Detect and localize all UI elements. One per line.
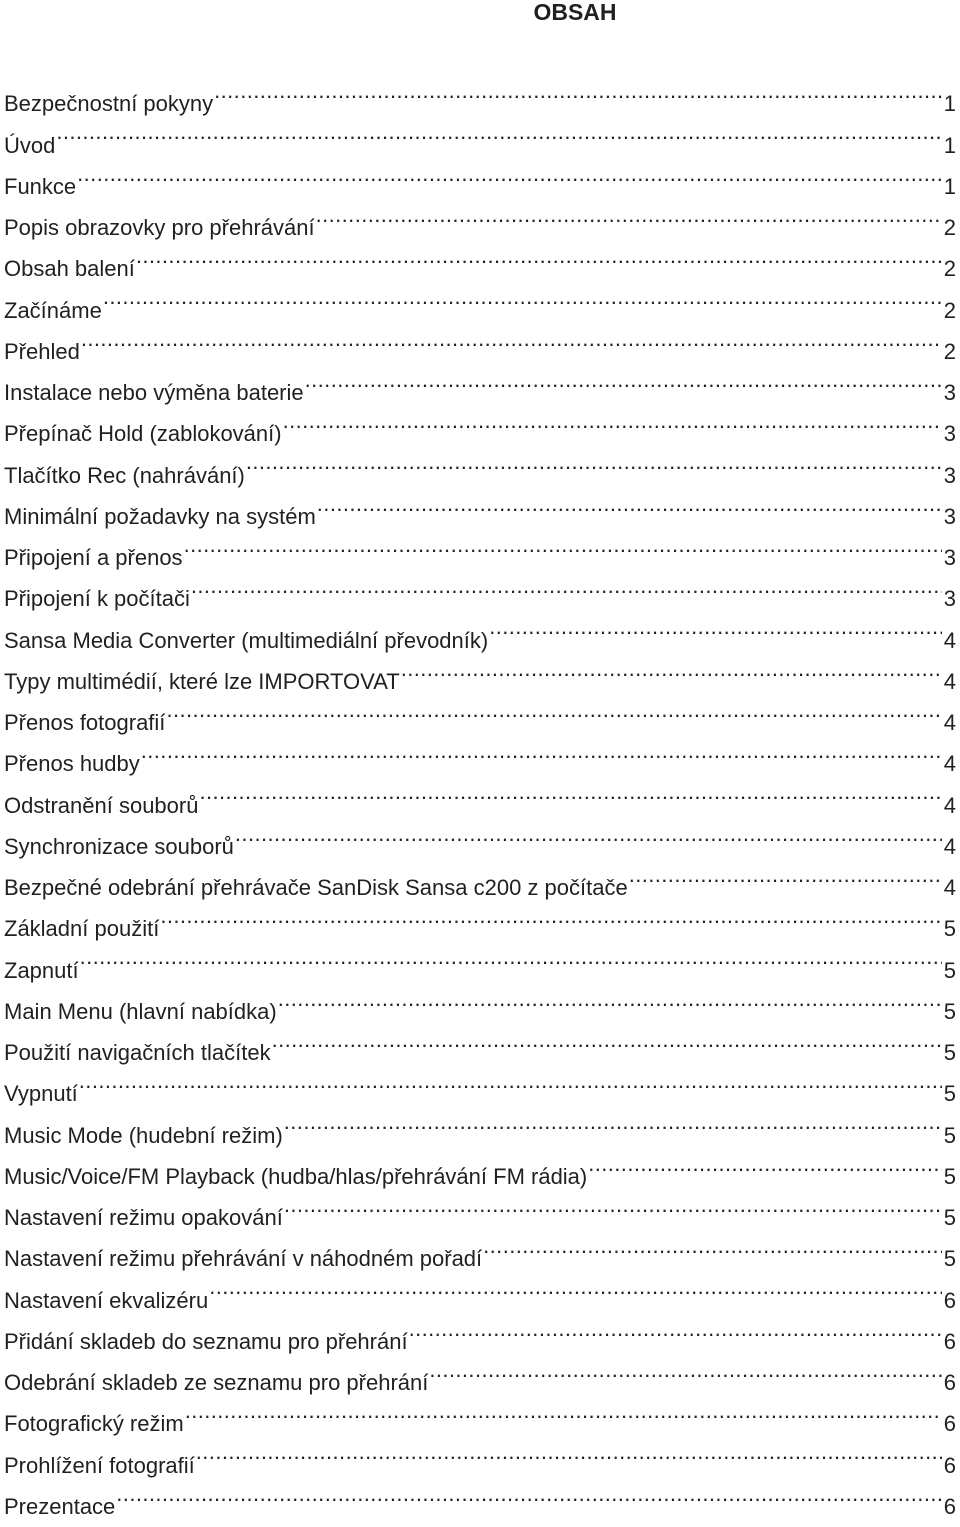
toc-entry-label: Popis obrazovky pro přehrávání bbox=[4, 215, 315, 240]
toc-entry-page-number: 4 bbox=[943, 792, 956, 818]
toc-entry-label: Funkce bbox=[4, 173, 77, 199]
toc-entry-page-number: 6 bbox=[943, 1328, 956, 1354]
toc-dot-leader bbox=[235, 813, 942, 854]
toc-dot-leader bbox=[103, 276, 942, 317]
toc-entry-label: Nastavení režimu opakování bbox=[4, 1205, 283, 1230]
toc-dot-leader bbox=[278, 978, 942, 1019]
toc-dot-leader bbox=[272, 1019, 942, 1060]
toc-entry-label: Music/Voice/FM Playback (hudba/hlas/přehrávání FM rádia) bbox=[4, 1163, 588, 1189]
toc-entry-page-number: 5 bbox=[943, 1246, 956, 1272]
toc-entry[interactable] bbox=[4, 70, 956, 117]
toc-dot-leader bbox=[184, 524, 942, 565]
toc-dot-leader bbox=[56, 111, 942, 152]
toc-entry-page-number: 3 bbox=[943, 380, 956, 405]
toc-entry[interactable] bbox=[4, 276, 956, 323]
toc-entry-label: Music Mode (hudební režim) bbox=[4, 1122, 283, 1148]
toc-entry-page-number: 2 bbox=[943, 297, 956, 323]
toc-dot-leader bbox=[489, 606, 942, 647]
toc-entry-label: Použití navigačních tlačítek bbox=[4, 1040, 271, 1065]
toc-entry-page-number: 4 bbox=[943, 668, 956, 694]
toc-dot-leader bbox=[401, 648, 942, 689]
toc-dot-leader bbox=[483, 1225, 942, 1266]
toc-dot-leader bbox=[283, 400, 942, 441]
toc-entry-label: Úvod bbox=[4, 132, 56, 158]
toc-entry-label: Instalace nebo výměna baterie bbox=[4, 380, 304, 405]
toc-entry-label: Minimální požadavky na systém bbox=[4, 503, 316, 529]
toc-entry-page-number: 6 bbox=[943, 1287, 956, 1313]
toc-entry-page-number: 5 bbox=[943, 916, 956, 942]
toc-entry-label: Bezpečné odebrání přehrávače SanDisk Sansa c200 z počítače bbox=[4, 875, 628, 900]
toc-entry-page-number: 3 bbox=[943, 462, 956, 488]
toc-entry[interactable] bbox=[4, 936, 956, 983]
toc-entry-page-number: 3 bbox=[943, 421, 956, 447]
toc-dot-leader bbox=[80, 936, 942, 977]
toc-dot-leader bbox=[284, 1101, 942, 1142]
toc-entry[interactable] bbox=[4, 194, 956, 240]
toc-dot-leader bbox=[409, 1308, 942, 1349]
toc-entry[interactable] bbox=[4, 771, 956, 818]
toc-entry-label: Fotografický režim bbox=[4, 1411, 184, 1437]
toc-entry-label: Odebrání skladeb ze seznamu pro přehrání bbox=[4, 1370, 429, 1395]
toc-entry-label: Synchronizace souborů bbox=[4, 833, 234, 859]
toc-entry-page-number: 4 bbox=[943, 751, 956, 777]
toc-entry-page-number: 3 bbox=[943, 503, 956, 529]
toc-dot-leader bbox=[284, 1184, 942, 1225]
toc-entry[interactable] bbox=[4, 730, 956, 777]
toc-entry-label: Připojení k počítači bbox=[4, 586, 190, 612]
toc-entry-label: Začínáme bbox=[4, 297, 102, 323]
toc-dot-leader bbox=[160, 895, 942, 936]
table-of-contents bbox=[4, 70, 956, 1519]
toc-entry-page-number: 5 bbox=[943, 957, 956, 983]
toc-dot-leader bbox=[81, 318, 942, 359]
toc-dot-leader bbox=[214, 70, 942, 111]
toc-entry[interactable] bbox=[4, 111, 956, 158]
toc-dot-leader bbox=[246, 441, 942, 482]
toc-entry[interactable] bbox=[4, 1101, 956, 1148]
toc-entry-page-number: 5 bbox=[943, 1163, 956, 1189]
toc-entry-label: Přenos fotografií bbox=[4, 710, 166, 735]
toc-entry-label: Vypnutí bbox=[4, 1081, 78, 1107]
toc-dot-leader bbox=[629, 854, 942, 895]
toc-entry-label: Typy multimédií, které lze IMPORTOVAT bbox=[4, 668, 400, 694]
toc-dot-leader bbox=[136, 235, 942, 276]
toc-entry-page-number: 5 bbox=[943, 1205, 956, 1230]
toc-entry-page-number: 1 bbox=[943, 132, 956, 158]
toc-entry[interactable] bbox=[4, 359, 956, 405]
toc-entry-label: Zapnutí bbox=[4, 957, 79, 983]
toc-entry-label: Přehled bbox=[4, 338, 80, 364]
toc-dot-leader bbox=[317, 483, 942, 524]
toc-dot-leader bbox=[185, 1390, 942, 1431]
toc-entry-label: Nastavení ekvalizéru bbox=[4, 1287, 209, 1313]
toc-entry-label: Nastavení režimu přehrávání v náhodném pořadí bbox=[4, 1246, 483, 1272]
toc-entry-label: Přidání skladeb do seznamu pro přehrání bbox=[4, 1328, 408, 1354]
toc-dot-leader bbox=[141, 730, 942, 771]
toc-dot-leader bbox=[588, 1143, 942, 1184]
toc-entry-label: Odstranění souborů bbox=[4, 792, 199, 818]
toc-entry-page-number: 3 bbox=[943, 586, 956, 612]
toc-entry-page-number: 5 bbox=[943, 1122, 956, 1148]
toc-dot-leader bbox=[209, 1266, 942, 1307]
toc-entry-page-number: 4 bbox=[943, 627, 956, 653]
toc-entry-label: Bezpečnostní pokyny bbox=[4, 91, 214, 117]
toc-entry-page-number: 4 bbox=[943, 875, 956, 900]
toc-entry-label: Obsah balení bbox=[4, 256, 135, 282]
toc-entry-label: Sansa Media Converter (multimediální převodník) bbox=[4, 627, 489, 653]
page-title: OBSAH bbox=[533, 0, 617, 25]
toc-entry-page-number: 6 bbox=[943, 1370, 956, 1395]
toc-entry-page-number: 6 bbox=[943, 1411, 956, 1437]
toc-entry[interactable] bbox=[4, 235, 956, 282]
toc-entry-page-number: 4 bbox=[943, 710, 956, 735]
toc-entry-page-number: 1 bbox=[943, 91, 956, 117]
toc-dot-leader bbox=[305, 359, 942, 400]
toc-entry-label: Main Menu (hlavní nabídka) bbox=[4, 998, 277, 1024]
toc-entry-page-number: 2 bbox=[943, 215, 956, 240]
toc-entry-label: Základní použití bbox=[4, 916, 160, 942]
toc-entry[interactable] bbox=[4, 978, 956, 1024]
toc-dot-leader bbox=[196, 1431, 942, 1472]
toc-entry-page-number: 2 bbox=[943, 256, 956, 282]
toc-entry-page-number: 2 bbox=[943, 338, 956, 364]
toc-entry-label: Přenos hudby bbox=[4, 751, 140, 777]
toc-entry-label: Prohlížení fotografií bbox=[4, 1452, 195, 1478]
toc-entry-label: Tlačítko Rec (nahrávání) bbox=[4, 462, 245, 488]
toc-entry-label: Prezentace bbox=[4, 1493, 116, 1519]
toc-entry-page-number: 3 bbox=[943, 545, 956, 570]
toc-dot-leader bbox=[316, 194, 942, 235]
toc-entry-page-number: 1 bbox=[943, 173, 956, 199]
toc-dot-leader bbox=[199, 771, 942, 812]
toc-entry[interactable] bbox=[4, 1060, 956, 1107]
toc-entry[interactable] bbox=[4, 318, 956, 364]
toc-entry-label: Připojení a přenos bbox=[4, 545, 183, 570]
toc-entry-page-number: 5 bbox=[943, 998, 956, 1024]
toc-dot-leader bbox=[77, 153, 942, 194]
toc-entry[interactable] bbox=[4, 1473, 956, 1519]
toc-entry-page-number: 5 bbox=[943, 1040, 956, 1065]
toc-entry-page-number: 5 bbox=[943, 1081, 956, 1107]
toc-entry-page-number: 6 bbox=[943, 1452, 956, 1478]
toc-entry-page-number: 6 bbox=[943, 1493, 956, 1519]
toc-dot-leader bbox=[166, 689, 942, 730]
toc-entry-label: Přepínač Hold (zablokování) bbox=[4, 421, 282, 447]
toc-entry-page-number: 4 bbox=[943, 833, 956, 859]
toc-dot-leader bbox=[429, 1349, 942, 1390]
toc-dot-leader bbox=[116, 1473, 942, 1514]
toc-entry[interactable] bbox=[4, 153, 956, 199]
toc-dot-leader bbox=[79, 1060, 942, 1101]
toc-dot-leader bbox=[191, 565, 942, 606]
